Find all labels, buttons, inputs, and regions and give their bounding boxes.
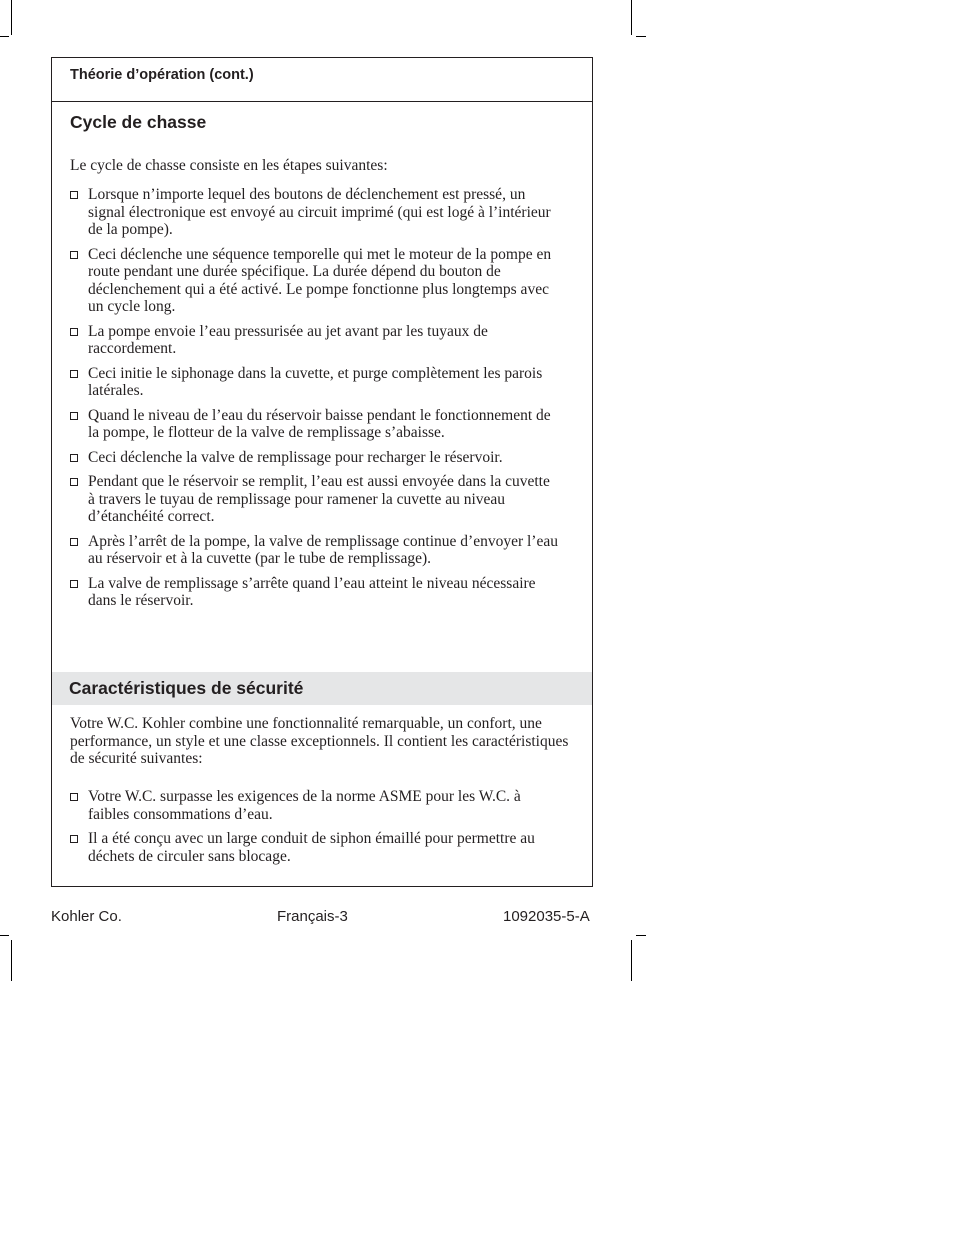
cycle-heading: Cycle de chasse	[70, 112, 207, 132]
list-item-text: Ceci initie le siphonage dans la cuvette, et purge complètement les parois latérales.	[88, 364, 543, 399]
list-item-text: Quand le niveau de l’eau du réservoir baisse pendant le fonctionnement de la pompe, le flotteur de la valve de remplissage s’abaisse.	[88, 406, 551, 441]
square-bullet-icon	[70, 328, 78, 336]
square-bullet-icon	[70, 835, 78, 843]
list-item-text: Votre W.C. surpasse les exigences de la norme ASME pour les W.C. à faibles consommations d’eau.	[88, 788, 521, 823]
list-item	[70, 246, 560, 316]
footer-doc-number: 1092035-5-A	[503, 908, 590, 925]
crop-mark	[636, 36, 646, 37]
crop-mark	[631, 940, 632, 981]
square-bullet-icon	[70, 412, 78, 420]
square-bullet-icon	[70, 454, 78, 462]
list-item-text: Il a été conçu avec un large conduit de siphon émaillé pour permettre au déchets de circuler sans blocage.	[88, 830, 535, 865]
list-item-text: La pompe envoie l’eau pressurisée au jet avant par les tuyaux de raccordement.	[88, 322, 488, 357]
footer-page-number: Français-3	[277, 908, 348, 925]
crop-mark	[11, 0, 12, 35]
list-item-text: Pendant que le réservoir se remplit, l’eau est aussi envoyée dans la cuvette à travers le tuyau de remplissage pour ramener la cuvette au niveau d’étanchéité correct.	[88, 473, 550, 525]
running-header	[52, 58, 592, 102]
square-bullet-icon	[70, 793, 78, 801]
safety-heading: Caractéristiques de sécurité	[69, 678, 304, 698]
content-frame	[51, 57, 593, 887]
safety-heading-band	[52, 672, 592, 705]
square-bullet-icon	[70, 251, 78, 259]
list-item	[70, 407, 560, 442]
list-item-text: Lorsque n’importe lequel des boutons de déclenchement est pressé, un signal électronique est envoyé au circuit imprimé (qui est logé à l’intérieur de la pompe).	[88, 186, 551, 238]
square-bullet-icon	[70, 370, 78, 378]
cycle-steps-list	[70, 186, 560, 617]
crop-mark	[0, 935, 9, 936]
list-item	[70, 449, 560, 467]
list-item	[70, 788, 560, 823]
footer-company: Kohler Co.	[51, 908, 122, 925]
list-item	[70, 473, 560, 526]
square-bullet-icon	[70, 191, 78, 199]
list-item-text: La valve de remplissage s’arrête quand l’eau atteint le niveau nécessaire dans le réservoir.	[88, 574, 536, 609]
list-item-text: Après l’arrêt de la pompe, la valve de remplissage continue d’envoyer l’eau au réservoir et à la cuvette (par le tube de remplissage).	[88, 532, 558, 567]
list-item-text: Ceci déclenche une séquence temporelle qui met le moteur de la pompe en route pendant une durée spécifique. La durée dépend du bouton de déclenchement qui a été activé. Le pompe fonctionne plus longtemps avec un cycle long.	[88, 245, 552, 315]
list-item	[70, 830, 560, 865]
running-header-title: Théorie d’opération (cont.)	[70, 67, 254, 83]
cycle-intro: Le cycle de chasse consiste en les étapes suivantes:	[70, 157, 388, 174]
square-bullet-icon	[70, 478, 78, 486]
list-item	[70, 533, 560, 568]
square-bullet-icon	[70, 538, 78, 546]
crop-mark	[0, 36, 9, 37]
safety-intro: Votre W.C. Kohler combine une fonctionnalité remarquable, un confort, une performance, un style et une classe exceptionnels. Il contient les caractéristiques de sécurité suivantes:	[70, 715, 569, 767]
safety-features-list	[70, 788, 560, 872]
crop-mark	[636, 935, 646, 936]
list-item	[70, 186, 560, 239]
list-item	[70, 575, 560, 610]
list-item	[70, 365, 560, 400]
crop-mark	[11, 940, 12, 981]
list-item	[70, 323, 560, 358]
list-item-text: Ceci déclenche la valve de remplissage pour recharger le réservoir.	[88, 448, 503, 466]
crop-mark	[631, 0, 632, 35]
square-bullet-icon	[70, 580, 78, 588]
